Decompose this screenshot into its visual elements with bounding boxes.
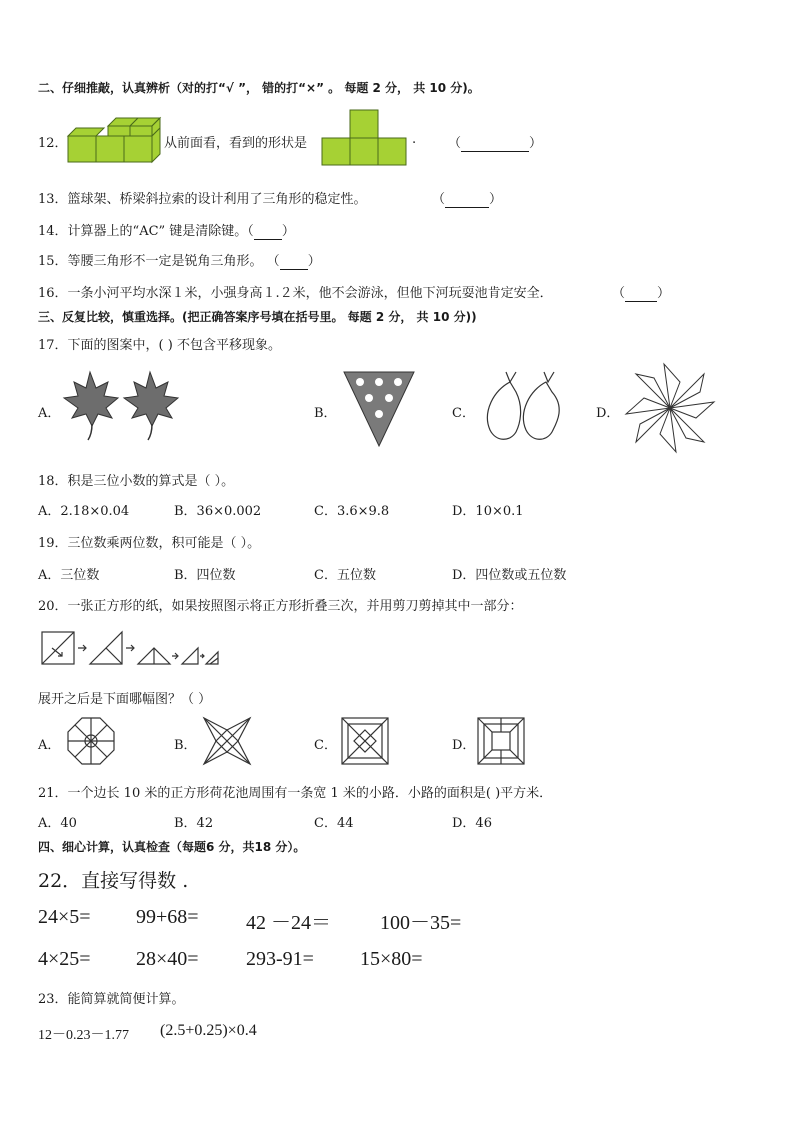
heart-flowers-icon: [480, 368, 580, 444]
q12-cube-figure: [68, 116, 164, 164]
q17-option-b-label[interactable]: B．: [314, 406, 337, 421]
q19-option-d[interactable]: D．四位数或五位数: [452, 568, 567, 583]
q18-option-a[interactable]: A．2.18×0.04: [38, 504, 130, 519]
paren-right: ）: [657, 286, 671, 301]
q22-calc-6: 28×40=: [136, 948, 199, 970]
triangle-flowers-icon: [342, 370, 416, 448]
q21-option-d[interactable]: D．46: [452, 816, 492, 831]
q22-calc-4: 100－35=: [380, 912, 462, 934]
q15-text: 15．等腰三角形不一定是锐角三角形。 （: [38, 254, 280, 269]
q19-option-a[interactable]: A．三位数: [38, 568, 100, 583]
q22-calc-3: 42 －24＝: [246, 912, 331, 934]
q18-option-b[interactable]: B．36×0.002: [174, 504, 262, 519]
maple-leaves-icon: [62, 368, 182, 444]
q20-text: 20．一张正方形的纸，如果按照图示将正方形折叠三次，并用剪刀剪掉其中一部分：: [38, 599, 523, 614]
q20-option-b-label[interactable]: B．: [174, 738, 197, 753]
q20-question: 展开之后是下面哪幅图？（ ）: [38, 692, 212, 707]
q12-answer-shape: [322, 110, 408, 166]
answer-blank[interactable]: [625, 286, 657, 302]
q13-answer-paren[interactable]: [432, 188, 502, 208]
q13-text: 13．篮球架、桥梁斜拉索的设计利用了三角形的稳定性。: [38, 192, 367, 207]
section-3-heading: 三、反复比较，慎重选择。(把正确答案序号填在括号里。 每题 2 分， 共 10 分)): [38, 310, 477, 324]
q17-text: 17．下面的图案中，( ) 不包含平移现象。: [38, 338, 281, 353]
q16-text: 16．一条小河平均水深１米，小强身高１.２米，他不会游泳，但他下河玩耍池肯定安全．: [38, 286, 553, 301]
q15-line: [38, 250, 321, 270]
q23-expr-1: 12－0.23－1.77: [38, 1028, 129, 1043]
q20-option-d-label[interactable]: D．: [452, 738, 476, 753]
q21-option-a[interactable]: A．40: [38, 816, 77, 831]
q20-option-a-label[interactable]: A．: [38, 738, 61, 753]
q21-option-b[interactable]: B．42: [174, 816, 214, 831]
paren-left: （: [448, 136, 462, 151]
answer-blank[interactable]: [280, 254, 308, 270]
q23-text: 23．能简算就简便计算。: [38, 992, 185, 1007]
q19-option-b[interactable]: B．四位数: [174, 568, 236, 583]
answer-blank[interactable]: [254, 224, 282, 240]
q14-text: 14．计算器上的“AC” 键是清除键。（: [38, 224, 254, 239]
q12-text: 从前面看，看到的形状是: [164, 136, 308, 151]
paren-left: （: [612, 286, 626, 301]
q22-calc-7: 293-91=: [246, 948, 314, 970]
q22-calc-2: 99+68=: [136, 906, 199, 928]
q16-answer-paren[interactable]: [612, 282, 670, 302]
q14-line: [38, 220, 295, 240]
q18-option-d[interactable]: D．10×0.1: [452, 504, 524, 519]
paren-right: ）: [307, 254, 321, 269]
star-cut-pattern-icon: [202, 716, 252, 766]
q22-calc-8: 15×80=: [360, 948, 423, 970]
answer-blank[interactable]: [445, 192, 489, 208]
square-window-pattern-icon: [476, 716, 526, 766]
pinwheel-icon: [624, 362, 716, 454]
paren-right: ）: [281, 224, 295, 239]
octagon-pattern-icon: [66, 716, 116, 766]
q20-option-c-label[interactable]: C．: [314, 738, 337, 753]
section-4-heading: 四、细心计算，认真检查（每题6 分，共18 分）。: [38, 840, 306, 854]
q21-option-c[interactable]: C．44: [314, 816, 354, 831]
q19-text: 19．三位数乘两位数，积可能是（ ）。: [38, 536, 261, 551]
q22-calc-5: 4×25=: [38, 948, 91, 970]
q22-text: 22．直接写得数 .: [38, 870, 189, 892]
q12-dot: .: [412, 132, 417, 147]
q12-number: 12．: [38, 136, 68, 151]
section-2-heading: 二、仔细推敲，认真辨析（对的打“√ ”， 错的打“×” 。 每题 2 分， 共 10 分)。: [38, 81, 480, 95]
q22-calc-1: 24×5=: [38, 906, 91, 928]
answer-blank[interactable]: [461, 136, 529, 152]
paper-folding-steps-icon: [38, 630, 218, 668]
q17-option-a-label[interactable]: A．: [38, 406, 61, 421]
q21-text: 21．一个边长 10 米的正方形荷花池周围有一条宽 1 米的小路．小路的面积是( )平方米．: [38, 786, 553, 801]
q18-text: 18．积是三位小数的算式是（ ）。: [38, 474, 235, 489]
paren-right: ）: [489, 192, 503, 207]
paren-left: （: [432, 192, 446, 207]
q17-option-d-label[interactable]: D．: [596, 406, 620, 421]
q12-answer-paren[interactable]: [448, 132, 542, 152]
q18-option-c[interactable]: C．3.6×9.8: [314, 504, 390, 519]
paren-right: ）: [529, 136, 543, 151]
q23-expr-2: (2.5+0.25)×0.4: [160, 1022, 257, 1039]
q17-option-c-label[interactable]: C．: [452, 406, 475, 421]
q19-option-c[interactable]: C．五位数: [314, 568, 376, 583]
square-diamond-pattern-icon: [340, 716, 390, 766]
